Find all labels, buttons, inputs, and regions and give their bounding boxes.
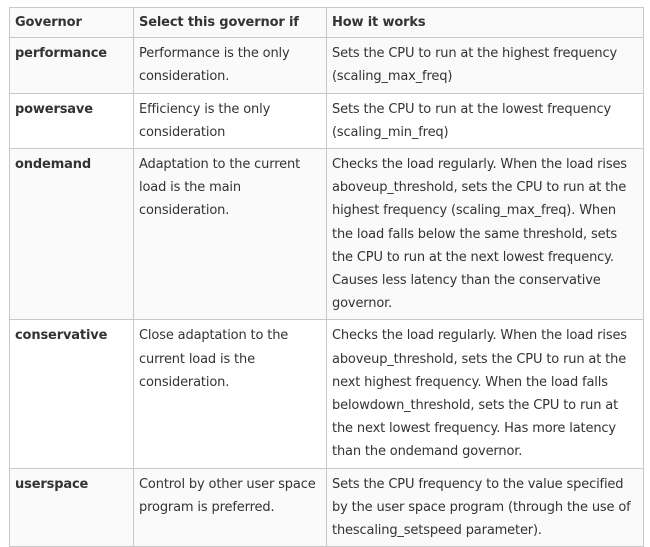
governor-name: userspace — [10, 468, 134, 547]
governor-name: ondemand — [10, 149, 134, 320]
table-row — [10, 149, 644, 320]
table-header — [10, 8, 644, 38]
governor-name: performance — [10, 38, 134, 93]
governor-table — [9, 7, 644, 547]
governor-name: powersave — [10, 93, 134, 148]
table-row — [10, 38, 644, 93]
select-if-cell: Close adaptation to the current load is the consideration. — [134, 320, 327, 468]
header-row — [10, 8, 644, 38]
select-if-cell: Performance is the only consideration. — [134, 38, 327, 93]
table-row — [10, 320, 644, 468]
table-body — [10, 38, 644, 547]
select-if-cell: Adaptation to the current load is the main consideration. — [134, 149, 327, 320]
table-row — [10, 93, 644, 148]
header-how-it-works: How it works — [327, 8, 644, 38]
how-it-works-cell: Checks the load regularly. When the load rises aboveup_threshold, sets the CPU to run at the highest frequency (scaling_max_freq). When the load falls below the same threshold, sets the CPU to run at the next lowest frequency. Causes less latency than the conservative governor. — [327, 149, 644, 320]
governor-name: conservative — [10, 320, 134, 468]
table-row — [10, 468, 644, 547]
how-it-works-cell: Sets the CPU frequency to the value specified by the user space program (through the use of thescaling_setspeed parameter). — [327, 468, 644, 547]
header-select-if: Select this governor if — [134, 8, 327, 38]
select-if-cell: Control by other user space program is preferred. — [134, 468, 327, 547]
select-if-cell: Efficiency is the only consideration — [134, 93, 327, 148]
header-governor: Governor — [10, 8, 134, 38]
how-it-works-cell: Checks the load regularly. When the load rises aboveup_threshold, sets the CPU to run at the next highest frequency. When the load falls belowdown_threshold, sets the CPU to run at the next lowest frequency. Has more latency than the ondemand governor. — [327, 320, 644, 468]
how-it-works-cell: Sets the CPU to run at the highest frequency (scaling_max_freq) — [327, 38, 644, 93]
how-it-works-cell: Sets the CPU to run at the lowest frequency (scaling_min_freq) — [327, 93, 644, 148]
